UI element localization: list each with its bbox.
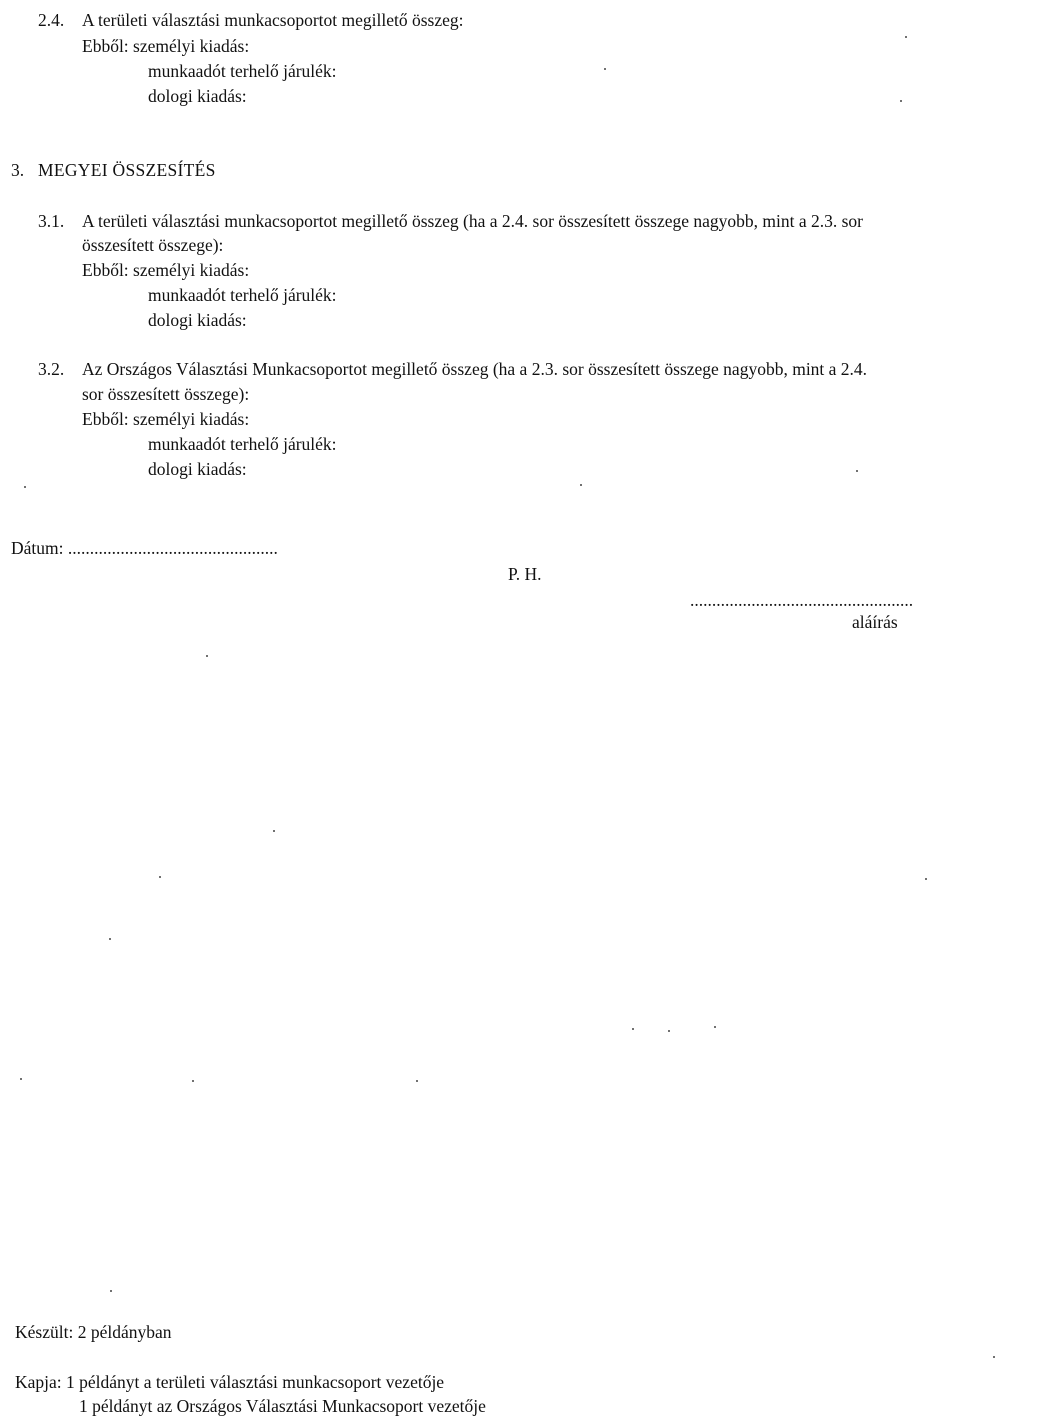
scan-speck [192,1080,194,1082]
section-3-2-line1: Az Országos Választási Munkacsoportot megillető összeg (ha a 2.3. sor összesített összege nagyobb, mint a 2.4. [82,359,868,379]
datum-field: Dátum: ................................................ [11,538,278,558]
scan-speck [20,1078,22,1080]
section-3-1-ebbol: Ebből: személyi kiadás: [82,260,250,280]
kapja-line-1: Kapja: 1 példányt a területi választási munkacsoport vezetője [15,1372,445,1392]
section-3-2-line2: sor összesített összege): [82,384,250,404]
scan-speck [632,1028,634,1030]
scan-speck [416,1080,418,1082]
scan-speck [110,1290,112,1292]
section-3-1-jarulek: munkaadót terhelő járulék: [148,285,337,305]
section-2-4-number: 2.4. [38,10,65,30]
scan-speck [905,36,907,38]
section-3-1-dologi: dologi kiadás: [148,310,247,330]
section-3-2-ebbol: Ebből: személyi kiadás: [82,409,250,429]
scan-speck [24,486,26,488]
signature-line: ................................................... [690,590,914,610]
scan-speck [604,68,606,70]
section-3-2-number: 3.2. [38,359,65,379]
section-3-1-line1: A területi választási munkacsoportot megillető összeg (ha a 2.4. sor összesített összege nagyobb, mint a 2.3. sor [82,211,864,231]
kapja-line-2: 1 példányt az Országos Választási Munkacsoport vezetője [79,1396,486,1416]
scan-speck [273,830,275,832]
scan-speck [993,1356,995,1358]
section-3-1-number: 3.1. [38,211,65,231]
scan-speck [714,1026,716,1028]
section-3-number: 3. [11,160,25,180]
scan-speck [580,484,582,486]
scan-speck [856,470,858,472]
section-3-2-dologi: dologi kiadás: [148,459,247,479]
section-2-4-ebbol: Ebből: személyi kiadás: [82,36,250,56]
scan-speck [109,938,111,940]
section-3-title: MEGYEI ÖSSZESÍTÉS [38,160,216,180]
scan-speck [668,1030,670,1032]
scan-speck [206,655,208,657]
keszult-note: Készült: 2 példányban [15,1322,172,1342]
ph-stamp-label: P. H. [508,564,542,584]
scan-speck [925,878,927,880]
scan-speck [900,100,902,102]
signature-label: aláírás [852,612,898,632]
section-2-4-text: A területi választási munkacsoportot megillető összeg: [82,10,464,30]
scan-speck [159,876,161,878]
section-3-2-jarulek: munkaadót terhelő járulék: [148,434,337,454]
section-2-4-dologi: dologi kiadás: [148,86,247,106]
section-2-4-jarulek: munkaadót terhelő járulék: [148,61,337,81]
section-3-1-line2: összesített összege): [82,235,224,255]
